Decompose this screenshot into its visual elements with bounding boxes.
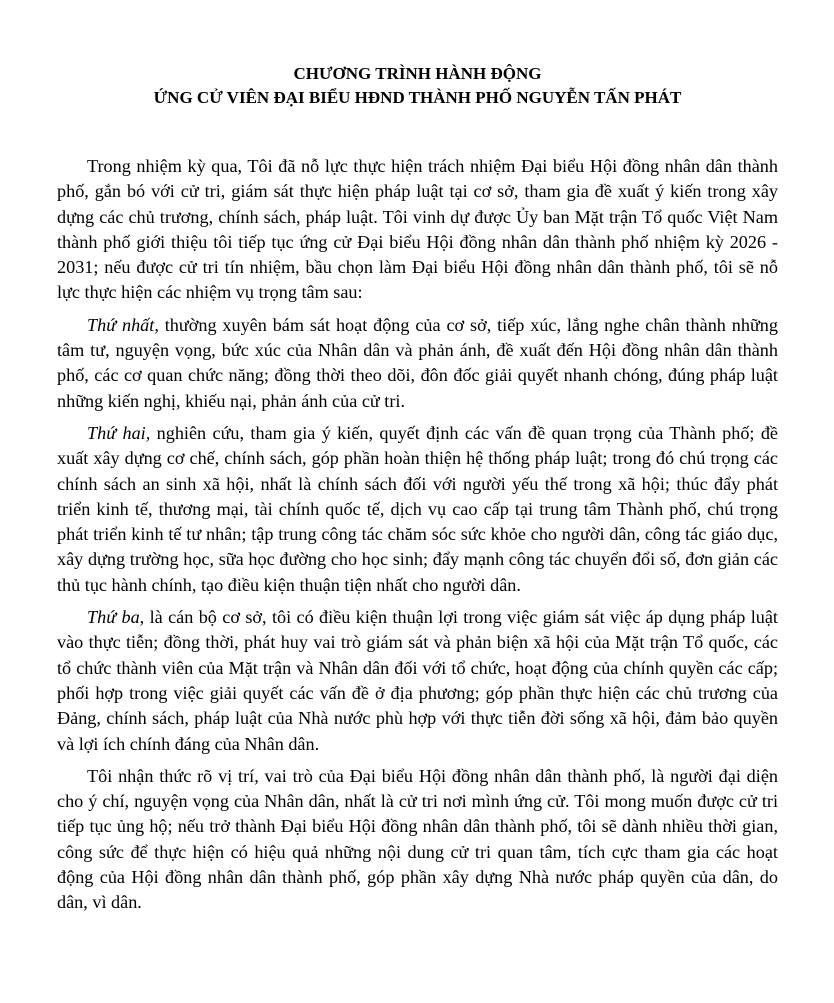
paragraph-first-body: thường xuyên bám sát hoạt động của cơ sở, tiếp xúc, lắng nghe chân thành những tâm tư, nguyện vọng, bức xúc của Nhân dân và phản ánh, đề xuất đến Hội đồng nhân dân thành phố, các cơ quan chức năng; đồng thời theo dõi, đôn đốc giải quyết nhanh chóng, đúng pháp luật những kiến nghị, khiếu nại, phản ánh của cử tri. — [57, 314, 778, 411]
document-header — [57, 62, 778, 110]
paragraph-first — [57, 313, 778, 414]
paragraph-third-lead: Thứ ba, — [87, 607, 145, 628]
paragraph-first-lead: Thứ nhất, — [87, 314, 159, 335]
paragraph-third — [57, 605, 778, 757]
paragraph-second-body: nghiên cứu, tham gia ý kiến, quyết định các vấn đề quan trọng của Thành phố; đề xuất xây dựng cơ chế, chính sách, góp phần hoàn thiện hệ thống pháp luật; trong đó chú trọng các chính sách an sinh xã hội, nhất là chính sách đối với người yếu thế trong xã hội; thúc đẩy phát triển kinh tế, thương mại, tài chính quốc tế, dịch vụ cao cấp tại trung tâm Thành phố, chú trọng phát triển kinh tế tư nhân; tập trung công tác chăm sóc sức khỏe cho người dân, công tác giáo dục, xây dựng trường học, sữa học đường cho học sinh; đẩy mạnh công tác chuyển đổi số, đơn giản các thủ tục hành chính, tạo điều kiện thuận tiện nhất cho người dân. — [57, 422, 778, 595]
paragraph-third-body: là cán bộ cơ sở, tôi có điều kiện thuận lợi trong việc giám sát việc áp dụng pháp luật vào thực tiễn; đồng thời, phát huy vai trò giám sát và phản biện xã hội của Mặt trận Tổ quốc, các tổ chức thành viên của Mặt trận và Nhân dân đối với tổ chức, hoạt động của chính quyền các cấp; phối hợp trong việc giải quyết các vấn đề ở địa phương; góp phần thực hiện các chủ trương của Đảng, chính sách, pháp luật của Nhà nước phù hợp với thực tiễn đời sống xã hội, đảm bảo quyền và lợi ích chính đáng của Nhân dân. — [57, 607, 778, 754]
paragraph-closing: Tôi nhận thức rõ vị trí, vai trò của Đại biểu Hội đồng nhân dân thành phố, là người đại diện cho ý chí, nguyện vọng của Nhân dân, nhất là cử tri nơi mình ứng cử. Tôi mong muốn được cử tri tiếp tục ủng hộ; nếu trở thành Đại biểu Hội đồng nhân dân thành phố, tôi sẽ dành nhiều thời gian, công sức để thực hiện có hiệu quả những nội dung cử tri quan tâm, tích cực tham gia các hoạt động của Hội đồng nhân dân thành phố, góp phần xây dựng Nhà nước pháp quyền của dân, do dân, vì dân. — [57, 765, 778, 913]
paragraph-intro: Trong nhiệm kỳ qua, Tôi đã nỗ lực thực hiện trách nhiệm Đại biểu Hội đồng nhân dân thành phố, gắn bó với cử tri, giám sát thực hiện pháp luật tại cơ sở, tham gia đề xuất ý kiến trong xây dựng các chủ trương, chính sách, pháp luật. Tôi vinh dự được Ủy ban Mặt trận Tổ quốc Việt Nam thành phố giới thiệu tôi tiếp tục ứng cử Đại biểu Hội đồng nhân dân thành phố nhiệm kỳ 2026 - 2031; nếu được cử tri tín nhiệm, bầu chọn làm Đại biểu Hội đồng nhân dân thành phố, tôi sẽ nỗ lực thực hiện các nhiệm vụ trọng tâm sau: — [57, 156, 778, 303]
paragraph-second — [57, 421, 778, 598]
document-title: CHƯƠNG TRÌNH HÀNH ĐỘNG — [293, 64, 542, 83]
document-subtitle: ỨNG CỬ VIÊN ĐẠI BIỂU HĐND THÀNH PHỐ NGUYỄN TẤN PHÁT — [153, 88, 682, 107]
paragraph-second-lead: Thứ hai, — [87, 422, 151, 443]
